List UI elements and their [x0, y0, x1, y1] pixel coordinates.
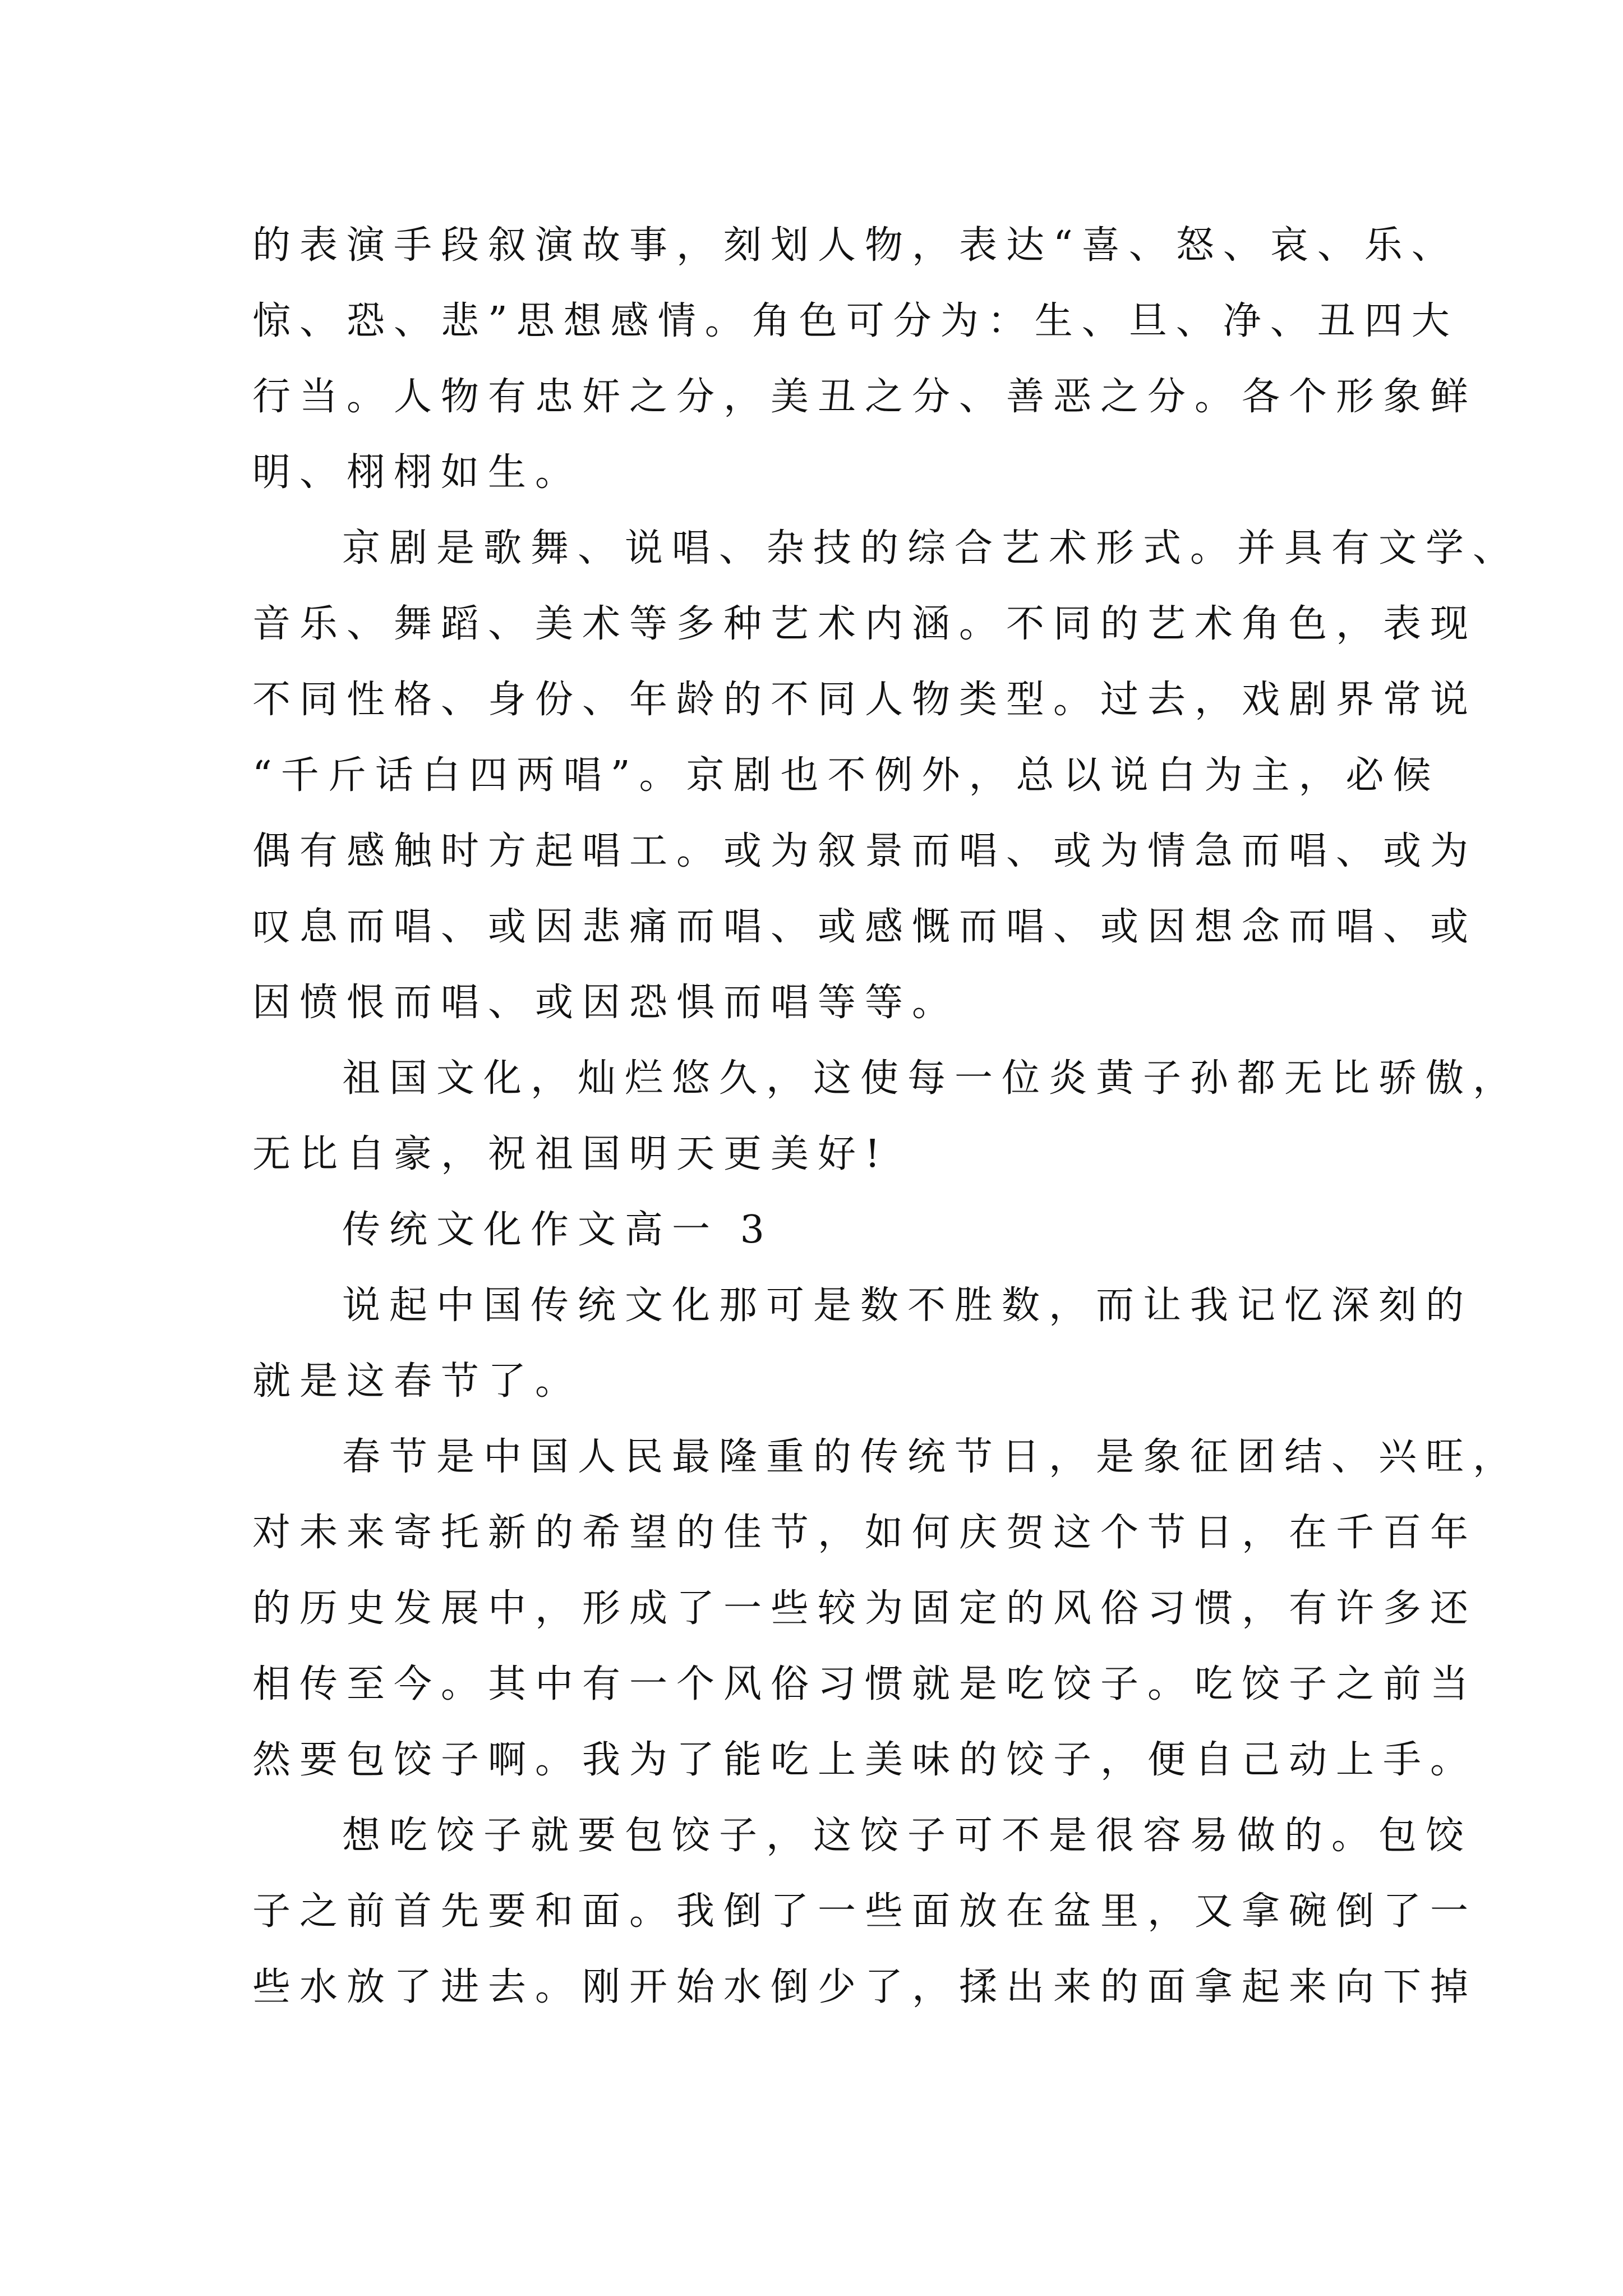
text-line: 的历史发展中，形成了一些较为固定的风俗习惯，有许多还: [252, 1586, 1478, 1631]
paragraph-start-line: 京剧是歌舞、说唱、杂技的综合艺术形式。并具有文学、: [342, 526, 1520, 570]
paragraph-start-line: 说起中国传统文化那可是数不胜数，而让我记忆深刻的: [342, 1283, 1473, 1328]
paragraph-start-line: 春节是中国人民最隆重的传统节日，是象征团结、兴旺，: [342, 1435, 1520, 1479]
text-line: 因愤恨而唱、或因恐惧而唱等等。: [252, 981, 960, 1025]
text-line: 明、栩栩如生。: [252, 450, 583, 495]
text-line: 相传至今。其中有一个风俗习惯就是吃饺子。吃饺子之前当: [252, 1662, 1478, 1706]
text-line: 偶有感触时方起唱工。或为叙景而唱、或为情急而唱、或为: [252, 829, 1478, 873]
text-line: “千斤话白四两唱”。京剧也不例外，总以说白为主，必候: [252, 753, 1440, 798]
text-line: 行当。人物有忠奸之分，美丑之分、善恶之分。各个形象鲜: [252, 375, 1478, 419]
text-line: 无比自豪，祝祖国明天更美好!: [252, 1132, 889, 1176]
text-line: 子之前首先要和面。我倒了一些面放在盆里，又拿碗倒了一: [252, 1889, 1478, 1934]
body-text: [252, 208, 1520, 2025]
text-line: 些水放了进去。刚开始水倒少了，揉出来的面拿起来向下掉: [252, 1965, 1478, 2009]
paragraph-start-line: 想吃饺子就要包饺子，这饺子可不是很容易做的。包饺: [342, 1814, 1473, 1858]
section-heading: 传统文化作文高一 3: [342, 1208, 773, 1252]
text-line: 的表演手段叙演故事，刻划人物，表达“喜、怒、哀、乐、: [252, 223, 1459, 268]
text-line: 然要包饺子啊。我为了能吃上美味的饺子，便自己动上手。: [252, 1738, 1478, 1782]
text-line: 不同性格、身份、年龄的不同人物类型。过去，戏剧界常说: [252, 678, 1478, 722]
text-line: 对未来寄托新的希望的佳节，如何庆贺这个节日，在千百年: [252, 1511, 1478, 1555]
text-line: 音乐、舞蹈、美术等多种艺术内涵。不同的艺术角色，表现: [252, 602, 1478, 646]
text-line: 叹息而唱、或因悲痛而唱、或感慨而唱、或因想念而唱、或: [252, 905, 1478, 949]
paragraph-start-line: 祖国文化，灿烂悠久，这使每一位炎黄子孙都无比骄傲，: [342, 1056, 1520, 1101]
text-line: 就是这春节了。: [252, 1359, 583, 1404]
text-line: 惊、恐、悲”思想感情。角色可分为：生、旦、净、丑四大: [252, 299, 1459, 343]
